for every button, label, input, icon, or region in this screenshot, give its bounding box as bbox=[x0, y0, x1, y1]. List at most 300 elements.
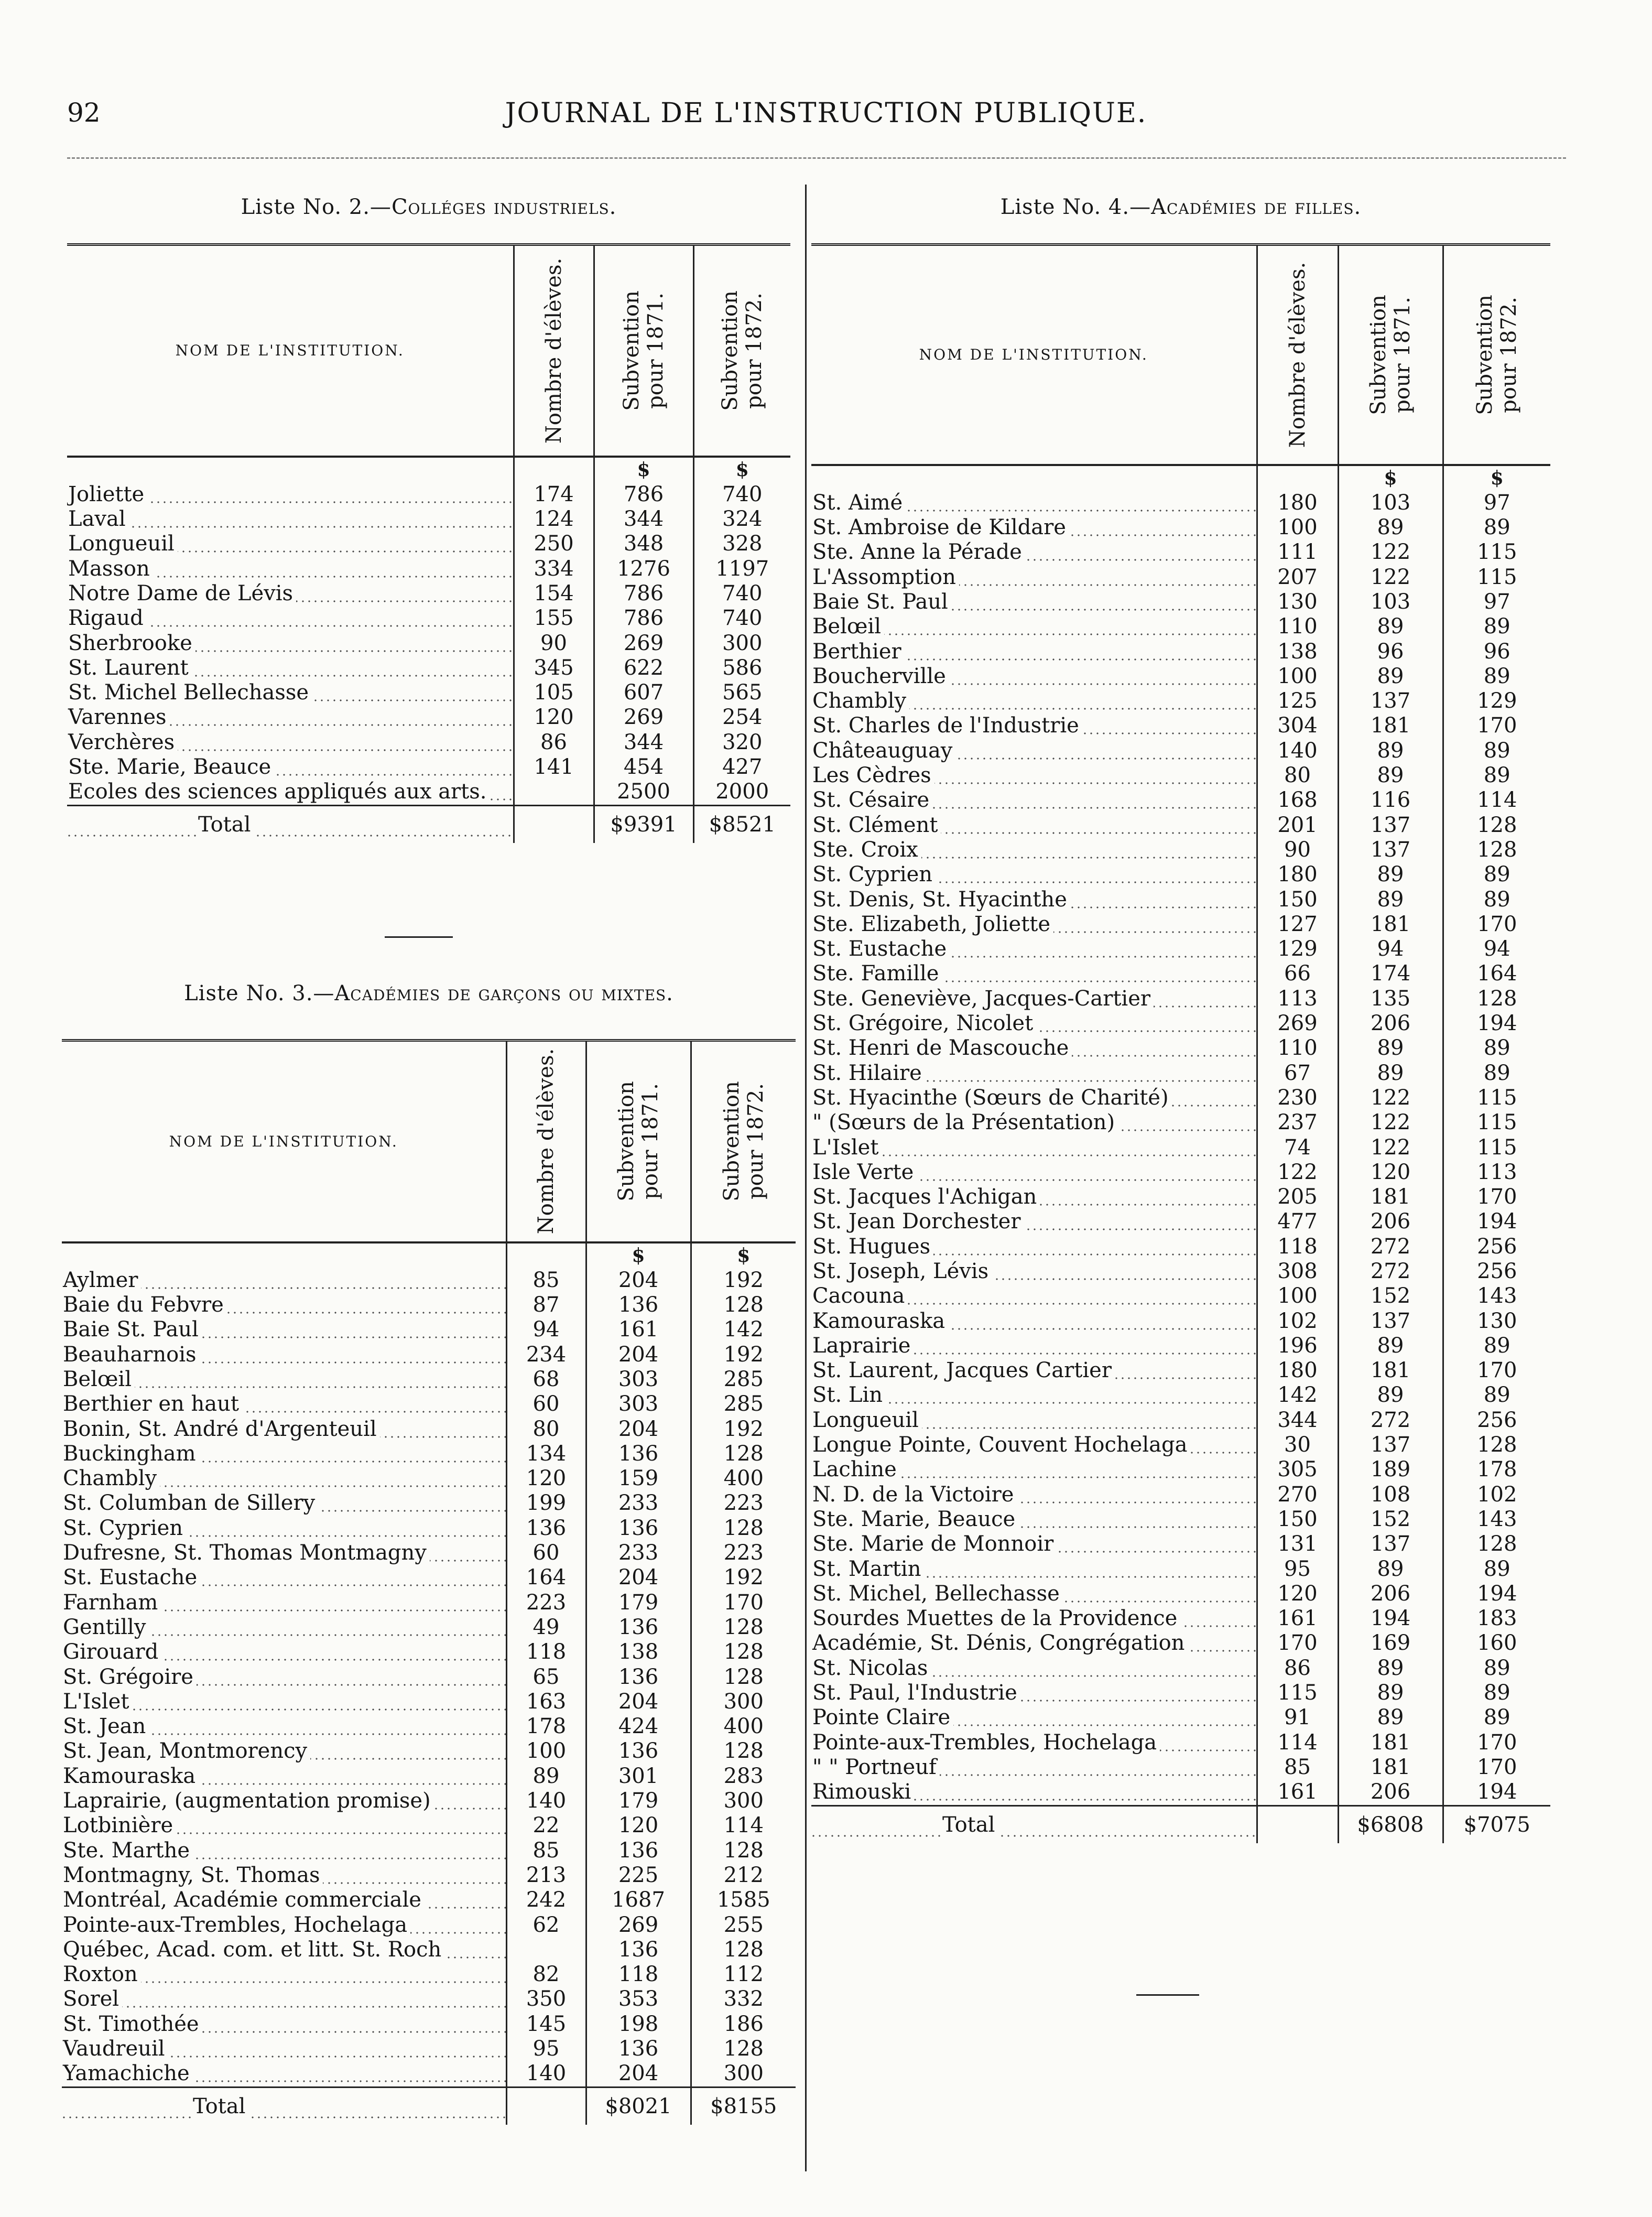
eleves-count: 205 bbox=[1257, 1185, 1338, 1209]
institution-name: Sherbrooke bbox=[68, 631, 195, 655]
subvention-1872: 89 bbox=[1443, 888, 1550, 912]
col-name-header: NOM DE L'INSTITUTION. bbox=[811, 245, 1257, 465]
eleves-count: 120 bbox=[1257, 1582, 1338, 1606]
institution-name: Longueuil bbox=[812, 1408, 922, 1432]
table-row bbox=[811, 813, 1550, 838]
list-3-section bbox=[62, 981, 796, 2125]
total-1872: $7075 bbox=[1443, 1805, 1550, 1843]
institution-name: Sorel bbox=[63, 1987, 122, 2011]
institution-name: L'Islet bbox=[812, 1135, 882, 1160]
eleves-count: 207 bbox=[1257, 565, 1338, 590]
list-4-section bbox=[811, 195, 1550, 1843]
table-row bbox=[811, 689, 1550, 713]
table-row bbox=[62, 2012, 796, 2037]
subvention-1871: 272 bbox=[1338, 1235, 1443, 1259]
institution-name: St. Hilaire bbox=[812, 1061, 925, 1085]
subvention-1871: 181 bbox=[1338, 1755, 1443, 1780]
subvention-1872: 427 bbox=[693, 755, 790, 780]
institution-name: Pointe Claire bbox=[812, 1705, 953, 1729]
subvention-1871: 622 bbox=[594, 656, 693, 680]
subvention-1871: 786 bbox=[594, 581, 693, 606]
institution-name: Vaudreuil bbox=[63, 2037, 168, 2061]
institution-name: St. Jean Dorchester bbox=[812, 1209, 1024, 1234]
table-row bbox=[62, 1839, 796, 1863]
subvention-1871: 269 bbox=[594, 705, 693, 730]
eleves-count: 85 bbox=[506, 1268, 586, 1293]
subvention-1871: 272 bbox=[1338, 1259, 1443, 1284]
table-row bbox=[811, 987, 1550, 1011]
institution-name: Pointe-aux-Trembles, Hochelaga bbox=[63, 1913, 410, 1937]
column-separator bbox=[805, 185, 807, 2171]
subvention-1872: 97 bbox=[1443, 590, 1550, 614]
eleves-count: 305 bbox=[1257, 1457, 1338, 1482]
end-rule bbox=[1136, 1994, 1199, 1996]
subvention-1871: 137 bbox=[1338, 1532, 1443, 1556]
subvention-1872: 128 bbox=[691, 1665, 796, 1690]
institution-name: St. Columban de Sillery bbox=[63, 1491, 318, 1515]
eleves-count: 86 bbox=[514, 730, 594, 755]
eleves-count: 60 bbox=[506, 1541, 586, 1565]
subvention-1871: 137 bbox=[1338, 689, 1443, 713]
subvention-1872: 115 bbox=[1443, 1110, 1550, 1135]
subvention-1871: 233 bbox=[586, 1541, 691, 1565]
eleves-count: 30 bbox=[1257, 1433, 1338, 1457]
institution-name: Lotbinière bbox=[63, 1813, 176, 1837]
table-row bbox=[62, 1367, 796, 1392]
subvention-1871: 269 bbox=[594, 631, 693, 656]
institution-name: Bonin, St. André d'Argenteuil bbox=[63, 1417, 380, 1441]
subvention-1871: 136 bbox=[586, 1938, 691, 1962]
eleves-count: 49 bbox=[506, 1615, 586, 1640]
subvention-1871: 89 bbox=[1338, 515, 1443, 540]
total-1871: $8021 bbox=[586, 2087, 691, 2125]
subvention-1871: 174 bbox=[1338, 961, 1443, 986]
table-row bbox=[811, 1532, 1550, 1556]
subvention-1871: 2500 bbox=[594, 780, 693, 805]
table-row bbox=[811, 1036, 1550, 1061]
subvention-1871: 89 bbox=[1338, 614, 1443, 639]
currency-symbol: $ bbox=[1338, 465, 1443, 491]
subvention-1872: 328 bbox=[693, 532, 790, 556]
subvention-1872: 128 bbox=[691, 1839, 796, 1863]
subvention-1871: 136 bbox=[586, 1739, 691, 1764]
eleves-count: 223 bbox=[506, 1591, 586, 1615]
subvention-1871: 206 bbox=[1338, 1780, 1443, 1805]
subvention-1871: 233 bbox=[586, 1491, 691, 1516]
institution-name: St. Cyprien bbox=[63, 1516, 186, 1540]
institution-name: Farnham bbox=[63, 1591, 161, 1615]
list-4-table bbox=[811, 243, 1550, 1843]
institution-name: St. Michel, Bellechasse bbox=[812, 1582, 1063, 1606]
total-eleves bbox=[506, 2087, 586, 2125]
institution-name: St. Laurent, Jacques Cartier bbox=[812, 1358, 1115, 1382]
subvention-1871: 303 bbox=[586, 1392, 691, 1416]
list-3-table bbox=[62, 1039, 796, 2125]
table-row bbox=[811, 1681, 1550, 1705]
eleves-count: 136 bbox=[506, 1516, 586, 1541]
table-row bbox=[62, 1714, 796, 1739]
institution-name: Québec, Acad. com. et litt. St. Roch bbox=[63, 1938, 444, 1962]
subvention-1871: 607 bbox=[594, 680, 693, 705]
table-row bbox=[811, 1656, 1550, 1681]
subvention-1871: 786 bbox=[594, 482, 693, 507]
col-1872-header: Subvention pour 1872. bbox=[1473, 295, 1521, 415]
eleves-count bbox=[506, 1938, 586, 1962]
eleves-count: 477 bbox=[1257, 1209, 1338, 1234]
eleves-count: 180 bbox=[1257, 862, 1338, 887]
institution-name: Les Cèdres bbox=[812, 763, 934, 787]
table-row bbox=[62, 1813, 796, 1838]
institution-name: Longue Pointe, Couvent Hochelaga bbox=[812, 1433, 1190, 1457]
subvention-1871: 103 bbox=[1338, 590, 1443, 614]
subvention-1872: 170 bbox=[1443, 1731, 1550, 1755]
table-row bbox=[67, 680, 790, 705]
subvention-1871: 89 bbox=[1338, 1383, 1443, 1408]
subvention-1871: 136 bbox=[586, 1665, 691, 1690]
subvention-1872: 183 bbox=[1443, 1606, 1550, 1631]
institution-name: Chambly bbox=[812, 689, 909, 713]
table-row bbox=[811, 1110, 1550, 1135]
table-row bbox=[811, 961, 1550, 986]
subvention-1871: 122 bbox=[1338, 1110, 1443, 1135]
eleves-count: 95 bbox=[1257, 1557, 1338, 1582]
institution-name: St. Denis, St. Hyacinthe bbox=[812, 888, 1070, 912]
eleves-count: 180 bbox=[1257, 1358, 1338, 1383]
total-label: Total bbox=[942, 1813, 998, 1837]
institution-name: St. Aimé bbox=[812, 491, 906, 515]
eleves-count: 178 bbox=[506, 1714, 586, 1739]
table-row bbox=[67, 507, 790, 532]
table-row bbox=[62, 1591, 796, 1615]
subvention-1871: 89 bbox=[1338, 1061, 1443, 1086]
eleves-count: 115 bbox=[1257, 1681, 1338, 1705]
table-row bbox=[811, 1086, 1550, 1110]
subvention-1871: 1687 bbox=[586, 1888, 691, 1912]
eleves-count: 140 bbox=[1257, 739, 1338, 763]
eleves-count: 90 bbox=[514, 631, 594, 656]
table-row bbox=[811, 1557, 1550, 1582]
eleves-count: 150 bbox=[1257, 1507, 1338, 1532]
subvention-1871: 181 bbox=[1338, 1185, 1443, 1209]
subvention-1871: 89 bbox=[1338, 888, 1443, 912]
subvention-1872: 285 bbox=[691, 1367, 796, 1392]
table-row bbox=[811, 713, 1550, 738]
subvention-1871: 89 bbox=[1338, 862, 1443, 887]
subvention-1872: 170 bbox=[1443, 1185, 1550, 1209]
institution-name: Longueuil bbox=[68, 532, 178, 556]
subvention-1871: 204 bbox=[586, 1565, 691, 1590]
table-row bbox=[811, 1259, 1550, 1284]
institution-name: Berthier en haut bbox=[63, 1392, 242, 1416]
subvention-1872: 142 bbox=[691, 1317, 796, 1342]
table-row bbox=[67, 656, 790, 680]
subvention-1871: 225 bbox=[586, 1863, 691, 1888]
col-eleves-header: Nombre d'élèves. bbox=[541, 257, 566, 444]
subvention-1872: 740 bbox=[693, 581, 790, 606]
subvention-1871: 89 bbox=[1338, 1334, 1443, 1358]
table-row bbox=[67, 557, 790, 581]
subvention-1872: 1585 bbox=[691, 1888, 796, 1912]
subvention-1872: 96 bbox=[1443, 640, 1550, 664]
subvention-1871: 136 bbox=[586, 1516, 691, 1541]
institution-name: Ste. Geneviève, Jacques-Cartier bbox=[812, 987, 1154, 1011]
eleves-count: 174 bbox=[514, 482, 594, 507]
subvention-1871: 786 bbox=[594, 606, 693, 631]
eleves-count: 74 bbox=[1257, 1135, 1338, 1160]
institution-name: Ste. Marie de Monnoir bbox=[812, 1532, 1057, 1556]
table-row bbox=[811, 788, 1550, 813]
institution-name: St. Hugues bbox=[812, 1235, 933, 1259]
eleves-count: 161 bbox=[1257, 1606, 1338, 1631]
institution-name: N. D. de la Victoire bbox=[812, 1483, 1017, 1507]
subvention-1871: 122 bbox=[1338, 1135, 1443, 1160]
table-row bbox=[811, 763, 1550, 788]
subvention-1871: 206 bbox=[1338, 1582, 1443, 1606]
eleves-count: 250 bbox=[514, 532, 594, 556]
subvention-1872: 129 bbox=[1443, 689, 1550, 713]
subvention-1872: 170 bbox=[1443, 1358, 1550, 1383]
subvention-1872: 300 bbox=[691, 1789, 796, 1813]
subvention-1871: 122 bbox=[1338, 1086, 1443, 1110]
subvention-1871: 161 bbox=[586, 1317, 691, 1342]
subvention-1871: 122 bbox=[1338, 540, 1443, 565]
subvention-1871: 89 bbox=[1338, 1705, 1443, 1730]
subvention-1871: 206 bbox=[1338, 1011, 1443, 1036]
subvention-1872: 130 bbox=[1443, 1309, 1550, 1334]
total-row bbox=[811, 1805, 1550, 1843]
table-row bbox=[62, 1739, 796, 1764]
table-row bbox=[62, 1690, 796, 1714]
subvention-1871: 120 bbox=[1338, 1160, 1443, 1185]
total-1872: $8155 bbox=[691, 2087, 796, 2125]
institution-name: Notre Dame de Lévis bbox=[68, 581, 296, 605]
eleves-count: 62 bbox=[506, 1913, 586, 1938]
table-row bbox=[811, 1755, 1550, 1780]
subvention-1872: 194 bbox=[1443, 1209, 1550, 1234]
institution-name: Ecoles des sciences appliqués aux arts. bbox=[68, 780, 490, 804]
subvention-1872: 255 bbox=[691, 1913, 796, 1938]
eleves-count: 129 bbox=[1257, 937, 1338, 961]
subvention-1872: 115 bbox=[1443, 565, 1550, 590]
institution-name: " (Sœurs de la Présentation) bbox=[812, 1110, 1118, 1134]
eleves-count: 142 bbox=[1257, 1383, 1338, 1408]
eleves-count: 168 bbox=[1257, 788, 1338, 813]
subvention-1872: 740 bbox=[693, 606, 790, 631]
table-row bbox=[811, 1483, 1550, 1507]
subvention-1871: 348 bbox=[594, 532, 693, 556]
eleves-count: 100 bbox=[1257, 1284, 1338, 1308]
col-name-header: NOM DE L'INSTITUTION. bbox=[67, 245, 514, 457]
separator-rule bbox=[385, 936, 453, 938]
subvention-1871: 89 bbox=[1338, 1036, 1443, 1061]
subvention-1871: 122 bbox=[1338, 565, 1443, 590]
total-row bbox=[67, 805, 790, 843]
subvention-1871: 89 bbox=[1338, 1557, 1443, 1582]
eleves-count: 131 bbox=[1257, 1532, 1338, 1556]
subvention-1871: 137 bbox=[1338, 838, 1443, 862]
institution-name: Ste. Anne la Pérade bbox=[812, 540, 1025, 564]
currency-row bbox=[67, 457, 790, 482]
subvention-1872: 186 bbox=[691, 2012, 796, 2037]
table-row bbox=[811, 1457, 1550, 1482]
table-row bbox=[811, 1582, 1550, 1606]
eleves-count: 118 bbox=[506, 1640, 586, 1664]
institution-name: Boucherville bbox=[812, 664, 949, 688]
subvention-1872: 586 bbox=[693, 656, 790, 680]
table-row bbox=[811, 1433, 1550, 1457]
institution-name: Isle Verte bbox=[812, 1160, 917, 1184]
institution-name: Baie St. Paul bbox=[812, 590, 951, 614]
institution-name: L'Assomption bbox=[812, 565, 959, 589]
subvention-1871: 181 bbox=[1338, 1358, 1443, 1383]
table-row bbox=[811, 1334, 1550, 1358]
col-eleves-header: Nombre d'élèves. bbox=[534, 1048, 558, 1235]
subvention-1872: 89 bbox=[1443, 664, 1550, 689]
list-3-title: Liste No. 3.—Académies de garçons ou mixtes. bbox=[184, 981, 673, 1005]
eleves-count: 118 bbox=[1257, 1235, 1338, 1259]
eleves-count: 111 bbox=[1257, 540, 1338, 565]
institution-name: Académie, St. Dénis, Congrégation bbox=[812, 1631, 1188, 1655]
table-row bbox=[811, 1606, 1550, 1631]
subvention-1871: 269 bbox=[586, 1913, 691, 1938]
subvention-1872: 128 bbox=[1443, 1433, 1550, 1457]
subvention-1871: 136 bbox=[586, 1293, 691, 1317]
table-row bbox=[62, 1541, 796, 1565]
institution-name: Belœil bbox=[812, 614, 884, 639]
eleves-count: 199 bbox=[506, 1491, 586, 1516]
institution-name: St. Nicolas bbox=[812, 1656, 931, 1680]
subvention-1871: 118 bbox=[586, 1962, 691, 1987]
institution-name: Dufresne, St. Thomas Montmagny bbox=[63, 1541, 430, 1565]
total-1871: $9391 bbox=[594, 805, 693, 843]
institution-name: Varennes bbox=[68, 705, 170, 729]
table-row bbox=[811, 1284, 1550, 1308]
table-row bbox=[811, 739, 1550, 763]
eleves-count: 100 bbox=[1257, 664, 1338, 689]
table-row bbox=[811, 565, 1550, 590]
institution-name: " " Portneuf bbox=[812, 1755, 940, 1779]
subvention-1872: 164 bbox=[1443, 961, 1550, 986]
institution-name: Baie du Febvre bbox=[63, 1293, 227, 1317]
table-row bbox=[62, 1417, 796, 1442]
institution-name: Ste. Famille bbox=[812, 961, 942, 986]
eleves-count: 87 bbox=[506, 1293, 586, 1317]
col-1871-header: Subvention pour 1871. bbox=[620, 290, 668, 411]
total-label: Total bbox=[198, 813, 254, 837]
subvention-1871: 204 bbox=[586, 1343, 691, 1367]
table-row bbox=[67, 482, 790, 507]
table-row bbox=[62, 1888, 796, 1912]
institution-name: St. Jean, Montmorency bbox=[63, 1739, 310, 1763]
currency-symbol: $ bbox=[1443, 465, 1550, 491]
institution-name: Buckingham bbox=[63, 1442, 199, 1466]
subvention-1872: 324 bbox=[693, 507, 790, 532]
subvention-1872: 300 bbox=[691, 2061, 796, 2087]
subvention-1871: 424 bbox=[586, 1714, 691, 1739]
subvention-1872: 256 bbox=[1443, 1235, 1550, 1259]
eleves-count: 80 bbox=[1257, 763, 1338, 788]
subvention-1872: 128 bbox=[691, 1640, 796, 1664]
table-row bbox=[811, 1011, 1550, 1036]
col-1872-header: Subvention pour 1872. bbox=[718, 290, 767, 411]
list-4-title: Liste No. 4.—Académies de filles. bbox=[1000, 195, 1362, 219]
institution-name: Girouard bbox=[63, 1640, 161, 1664]
subvention-1872: 2000 bbox=[693, 780, 790, 805]
eleves-count: 60 bbox=[506, 1392, 586, 1416]
table-row bbox=[67, 606, 790, 631]
subvention-1872: 89 bbox=[1443, 763, 1550, 788]
institution-name: Ste. Marthe bbox=[63, 1839, 193, 1863]
institution-name: Aylmer bbox=[63, 1268, 141, 1292]
subvention-1871: 204 bbox=[586, 1690, 691, 1714]
col-eleves-header: Nombre d'élèves. bbox=[1285, 262, 1310, 448]
eleves-count: 140 bbox=[506, 1789, 586, 1813]
subvention-1872: 194 bbox=[1443, 1582, 1550, 1606]
institution-name: St. Lin bbox=[812, 1383, 886, 1407]
institution-name: St. Martin bbox=[812, 1557, 924, 1581]
subvention-1872: 285 bbox=[691, 1392, 796, 1416]
eleves-count: 127 bbox=[1257, 912, 1338, 937]
eleves-count: 82 bbox=[506, 1962, 586, 1987]
eleves-count: 66 bbox=[1257, 961, 1338, 986]
eleves-count: 120 bbox=[506, 1466, 586, 1491]
table-row bbox=[811, 1383, 1550, 1408]
eleves-count: 242 bbox=[506, 1888, 586, 1912]
subvention-1871: 181 bbox=[1338, 713, 1443, 738]
table-row bbox=[811, 1309, 1550, 1334]
table-row bbox=[62, 1665, 796, 1690]
institution-name: Gentilly bbox=[63, 1615, 149, 1639]
eleves-count: 180 bbox=[1257, 491, 1338, 515]
subvention-1871: 272 bbox=[1338, 1408, 1443, 1433]
subvention-1872: 128 bbox=[691, 2037, 796, 2061]
subvention-1871: 198 bbox=[586, 2012, 691, 2037]
institution-name: St. Timothée bbox=[63, 2012, 202, 2036]
subvention-1872: 254 bbox=[693, 705, 790, 730]
table-row bbox=[62, 1293, 796, 1317]
subvention-1872: 89 bbox=[1443, 862, 1550, 887]
institution-name: Laprairie, (augmentation promise) bbox=[63, 1789, 434, 1813]
subvention-1872: 170 bbox=[1443, 713, 1550, 738]
table-row bbox=[811, 1705, 1550, 1730]
eleves-count: 150 bbox=[1257, 888, 1338, 912]
col-name-header: NOM DE L'INSTITUTION. bbox=[62, 1041, 506, 1242]
eleves-count: 94 bbox=[506, 1317, 586, 1342]
table-row bbox=[811, 1235, 1550, 1259]
subvention-1871: 179 bbox=[586, 1591, 691, 1615]
subvention-1872: 170 bbox=[691, 1591, 796, 1615]
eleves-count: 163 bbox=[506, 1690, 586, 1714]
table-row bbox=[62, 1913, 796, 1938]
institution-name: Joliette bbox=[68, 482, 147, 506]
table-row bbox=[62, 1343, 796, 1367]
subvention-1871: 303 bbox=[586, 1367, 691, 1392]
table-row bbox=[811, 1507, 1550, 1532]
eleves-count: 120 bbox=[514, 705, 594, 730]
table-row bbox=[62, 1640, 796, 1664]
institution-name: St. Paul, l'Industrie bbox=[812, 1681, 1020, 1705]
subvention-1872: 740 bbox=[693, 482, 790, 507]
table-row bbox=[811, 491, 1550, 515]
subvention-1872: 565 bbox=[693, 680, 790, 705]
subvention-1872: 89 bbox=[1443, 1383, 1550, 1408]
eleves-count: 155 bbox=[514, 606, 594, 631]
eleves-count: 113 bbox=[1257, 987, 1338, 1011]
table-row bbox=[62, 1565, 796, 1590]
table-row bbox=[811, 515, 1550, 540]
subvention-1872: 114 bbox=[691, 1813, 796, 1838]
subvention-1872: 283 bbox=[691, 1764, 796, 1789]
